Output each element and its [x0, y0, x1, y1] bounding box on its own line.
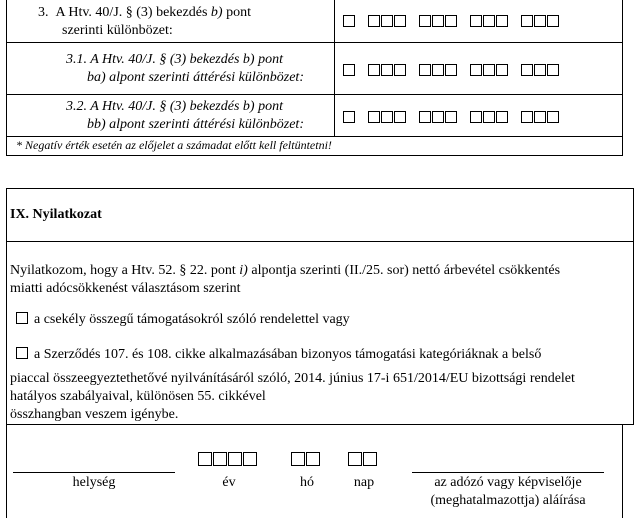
- digit-box[interactable]: [419, 15, 431, 27]
- digit-box[interactable]: [432, 15, 444, 27]
- row-3-label: 3. A Htv. 40/J. § (3) bekezdés b) pont szerinti különbözet:: [38, 5, 251, 38]
- signer-label: az adózó vagy képviselője (meghatalmazottja) aláírása: [430, 475, 586, 508]
- digit-box[interactable]: [243, 452, 257, 466]
- digit-box[interactable]: [343, 64, 355, 76]
- digit-box[interactable]: [368, 15, 380, 27]
- digit-box[interactable]: [496, 111, 508, 123]
- signature-line: [412, 472, 604, 473]
- table-left-border: [6, 0, 7, 155]
- digit-box[interactable]: [470, 111, 482, 123]
- digit-box[interactable]: [534, 111, 546, 123]
- row-3-1-label: 3.1. A Htv. 40/J. § (3) bekezdés b) pont ba) alpont szerinti áttérési különbözet:: [66, 52, 304, 85]
- month-boxes[interactable]: [291, 452, 321, 466]
- declaration-intro: Nyilatkozom, hogy a Htv. 52. § 22. pont i) alpontja szerinti (II./25. sor) nettó árbevétel csökkentés miatti adócsökkenést választásom szerint: [10, 263, 561, 296]
- digit-box[interactable]: [363, 452, 377, 466]
- digit-box[interactable]: [521, 64, 533, 76]
- section-title: IX. Nyilatkozat: [10, 207, 102, 222]
- digit-box[interactable]: [521, 111, 533, 123]
- digit-box[interactable]: [470, 64, 482, 76]
- row-separator-3: [6, 136, 623, 137]
- digit-box[interactable]: [394, 15, 406, 27]
- digit-box[interactable]: [381, 111, 393, 123]
- digit-box[interactable]: [348, 452, 362, 466]
- digit-box[interactable]: [483, 64, 495, 76]
- section-left-border: [6, 188, 7, 424]
- row-separator-1: [6, 42, 623, 43]
- digit-box[interactable]: [306, 452, 320, 466]
- digit-box[interactable]: [496, 64, 508, 76]
- option-2-checkbox[interactable]: [16, 347, 28, 359]
- table-right-border: [622, 0, 623, 155]
- digit-box[interactable]: [534, 64, 546, 76]
- section-top-border: [6, 188, 634, 189]
- digit-box[interactable]: [432, 64, 444, 76]
- digit-box[interactable]: [521, 15, 533, 27]
- digit-box[interactable]: [419, 64, 431, 76]
- row-separator-2: [6, 94, 623, 95]
- year-boxes[interactable]: [198, 452, 258, 466]
- table-bottom-border: [6, 155, 623, 156]
- digit-box[interactable]: [343, 111, 355, 123]
- option-de-minimis: a csekély összegű támogatásokról szóló rendelettel vagy: [16, 311, 350, 329]
- digit-box[interactable]: [394, 111, 406, 123]
- digit-box[interactable]: [198, 452, 212, 466]
- row-3-2-label: 3.2. A Htv. 40/J. § (3) bekezdés b) pont bb) alpont szerinti áttérési különbözet:: [66, 99, 304, 132]
- signature-right-border: [622, 424, 623, 518]
- row-3-input-boxes[interactable]: [343, 15, 560, 27]
- digit-box[interactable]: [291, 452, 305, 466]
- option-1-checkbox[interactable]: [16, 312, 28, 324]
- digit-box[interactable]: [534, 15, 546, 27]
- option-gber-continuation: piaccal összeegyeztethetővé nyilvánításáról szóló, 2014. június 17-i 651/2014/EU bizottsági rendelet hatályos szabályaival, különösen 55. cikkével összhangban veszem igénybe.: [10, 371, 575, 422]
- section-right-border: [633, 188, 634, 424]
- signature-left-border: [6, 424, 7, 518]
- digit-box[interactable]: [445, 111, 457, 123]
- digit-box[interactable]: [394, 64, 406, 76]
- digit-box[interactable]: [381, 64, 393, 76]
- digit-box[interactable]: [547, 111, 559, 123]
- section-bottom-border: [6, 424, 634, 425]
- table-divider: [334, 0, 335, 136]
- digit-box[interactable]: [432, 111, 444, 123]
- digit-box[interactable]: [381, 15, 393, 27]
- option-gber: a Szerződés 107. és 108. cikke alkalmazásában bizonyos támogatási kategóriáknak a belső: [16, 346, 541, 364]
- row-3-2-input-boxes[interactable]: [343, 111, 560, 123]
- digit-box[interactable]: [483, 15, 495, 27]
- day-boxes[interactable]: [348, 452, 378, 466]
- digit-box[interactable]: [547, 64, 559, 76]
- footnote: * Negatív érték esetén az előjelet a számadat előtt kell feltüntetni!: [16, 138, 332, 152]
- digit-box[interactable]: [343, 15, 355, 27]
- digit-box[interactable]: [213, 452, 227, 466]
- digit-box[interactable]: [445, 64, 457, 76]
- day-label: nap: [353, 475, 375, 490]
- digit-box[interactable]: [445, 15, 457, 27]
- place-label: helység: [72, 475, 116, 490]
- digit-box[interactable]: [419, 111, 431, 123]
- place-line: [13, 472, 175, 473]
- digit-box[interactable]: [228, 452, 242, 466]
- digit-box[interactable]: [483, 111, 495, 123]
- row-3-1-input-boxes[interactable]: [343, 64, 560, 76]
- digit-box[interactable]: [368, 111, 380, 123]
- digit-box[interactable]: [547, 15, 559, 27]
- month-label: hó: [300, 475, 314, 490]
- section-title-separator: [6, 241, 634, 242]
- year-label: év: [222, 475, 236, 490]
- digit-box[interactable]: [496, 15, 508, 27]
- digit-box[interactable]: [368, 64, 380, 76]
- digit-box[interactable]: [470, 15, 482, 27]
